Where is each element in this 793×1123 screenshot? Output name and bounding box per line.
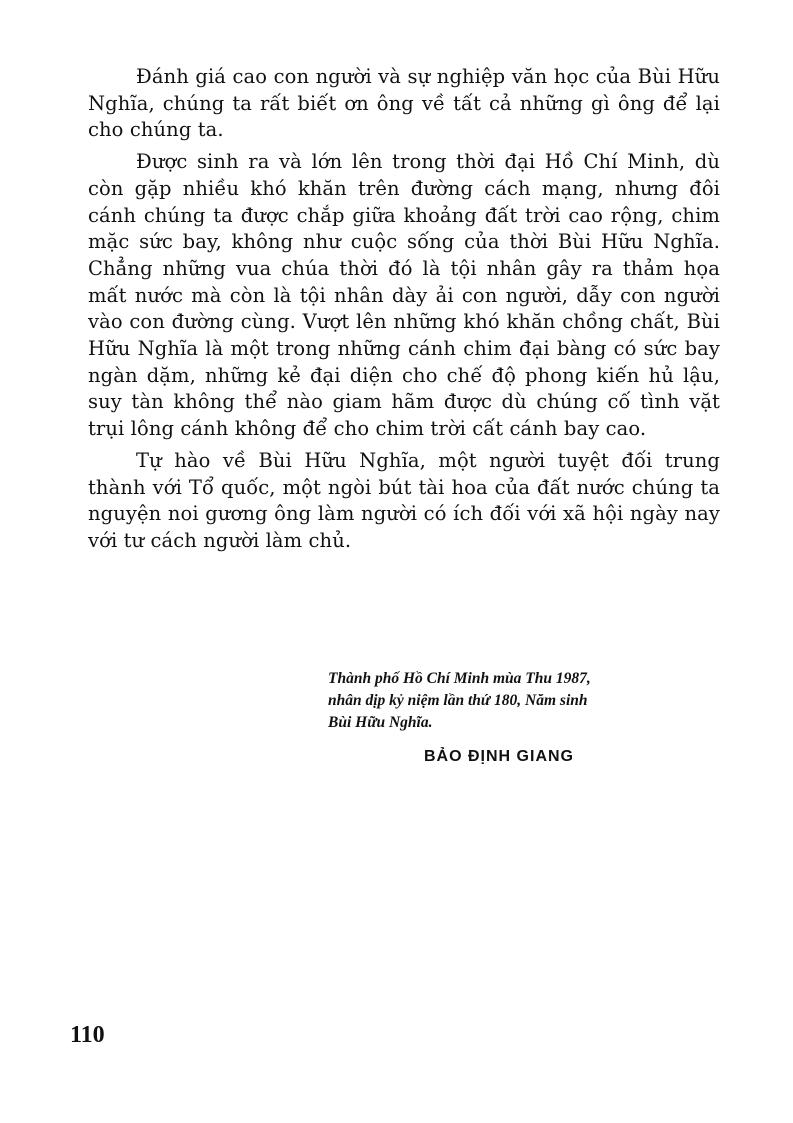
paragraph-3: Tự hào về Bùi Hữu Nghĩa, một người tuyệt đối trung thành với Tổ quốc, một ngòi bút tài hoa của đất nước chúng ta nguyện noi gương ông làm người có ích đối với xã hội ngày nay với tư cách người làm chủ.	[88, 448, 720, 552]
author-name: BẢO ĐỊNH GIANG	[424, 748, 574, 765]
signoff-note	[328, 668, 728, 734]
paragraph-2: Được sinh ra và lớn lên trong thời đại Hồ Chí Minh, dù còn gặp nhiều khó khăn trên đường cách mạng, nhưng đôi cánh chúng ta được chắp giữa khoảng đất trời cao rộng, chim mặc sức bay, không như cuộc sống của thời Bùi Hữu Nghĩa. Chẳng những vua chúa thời đó là tội nhân gây ra thảm họa mất nước mà còn là tội nhân dày ải con người, dẫy con người vào con đường cùng. Vượt lên những khó khăn chồng chất, Bùi Hữu Nghĩa là một trong những cánh chim đại bàng có sức bay ngàn dặm, những kẻ đại diện cho chế độ phong kiến hủ lậu, suy tàn không thể nào giam hãm được dù chúng cố tình vặt trụi lông cánh không để cho chim trời cất cánh bay cao.	[88, 150, 720, 441]
signoff-line-1: Thành phố Hồ Chí Minh mùa Thu 1987,	[328, 670, 591, 687]
signoff-line-2: nhân dịp kỷ niệm lần thứ 180, Năm sinh	[328, 692, 588, 709]
body-text	[88, 64, 720, 560]
paragraph-1: Đánh giá cao con người và sự nghiệp văn học của Bùi Hữu Nghĩa, chúng ta rất biết ơn ông về tất cả những gì ông để lại cho chúng ta.	[88, 65, 720, 142]
page-number: 110	[70, 1022, 105, 1048]
signoff-line-3: Bùi Hữu Nghĩa.	[328, 714, 433, 731]
